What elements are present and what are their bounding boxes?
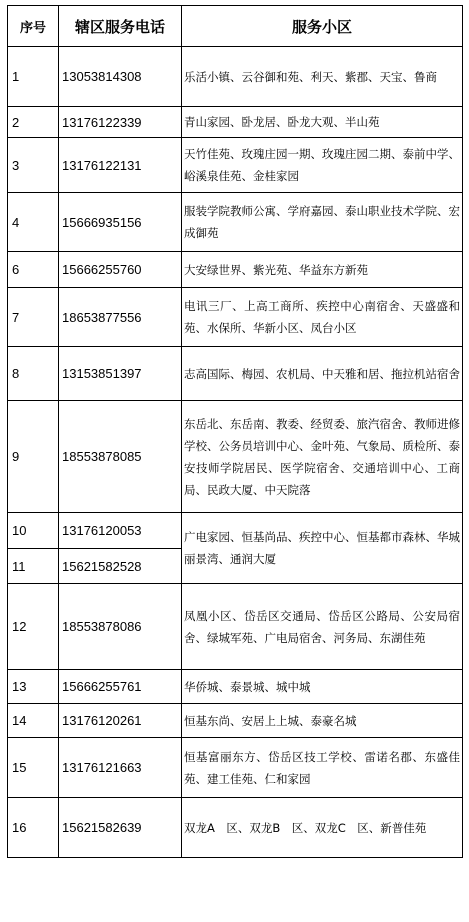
row-no: 16 <box>8 798 59 858</box>
row-phone: 13176122131 <box>59 138 182 193</box>
row-area: 青山家园、卧龙居、卧龙大观、半山苑 <box>182 107 463 138</box>
row-area: 恒基东尚、安居上上城、泰豪名城 <box>182 704 463 738</box>
row-no: 15 <box>8 738 59 798</box>
row-no: 2 <box>8 107 59 138</box>
row-area: 志高国际、梅园、农机局、中天雅和居、拖拉机站宿舍 <box>182 347 463 401</box>
row-phone: 15621582528 <box>59 549 182 584</box>
row-no: 11 <box>8 549 59 584</box>
row-no: 4 <box>8 193 59 252</box>
row-area: 大安绿世界、紫光苑、华益东方新苑 <box>182 252 463 288</box>
table-row <box>8 704 463 738</box>
table-row <box>8 401 463 513</box>
header-phone: 辖区服务电话 <box>59 6 182 47</box>
header-row <box>8 6 463 47</box>
row-area: 恒基富丽东方、岱岳区技工学校、雷诺名郡、东盛佳苑、建工佳苑、仁和家园 <box>182 738 463 798</box>
row-phone: 13176121663 <box>59 738 182 798</box>
table-row <box>8 347 463 401</box>
row-no: 13 <box>8 670 59 704</box>
table-row <box>8 798 463 858</box>
row-phone: 18653877556 <box>59 288 182 347</box>
row-phone: 15621582639 <box>59 798 182 858</box>
table-row <box>8 47 463 107</box>
header-area: 服务小区 <box>182 6 463 47</box>
row-area: 电讯三厂、上高工商所、疾控中心南宿舍、天盛盛和苑、水保所、华新小区、凤台小区 <box>182 288 463 347</box>
row-no: 10 <box>8 513 59 549</box>
row-no: 6 <box>8 252 59 288</box>
row-area: 凤凰小区、岱岳区交通局、岱岳区公路局、公安局宿舍、绿城军苑、广电局宿舍、河务局、东湖佳苑 <box>182 584 463 670</box>
row-phone: 13176120261 <box>59 704 182 738</box>
row-no: 3 <box>8 138 59 193</box>
row-no: 8 <box>8 347 59 401</box>
row-area: 东岳北、东岳南、教委、经贸委、旅汽宿舍、教师进修学校、公务员培训中心、金叶苑、气象局、质检所、泰安技师学院居民、医学院宿舍、交通培训中心、工商局、民政大厦、中天院落 <box>182 401 463 513</box>
header-no: 序号 <box>8 6 59 47</box>
row-phone: 15666255761 <box>59 670 182 704</box>
row-no: 12 <box>8 584 59 670</box>
table-row <box>8 288 463 347</box>
row-phone: 15666255760 <box>59 252 182 288</box>
table-row <box>8 670 463 704</box>
row-no: 14 <box>8 704 59 738</box>
row-phone: 13053814308 <box>59 47 182 107</box>
row-phone: 15666935156 <box>59 193 182 252</box>
row-phone: 18553878086 <box>59 584 182 670</box>
row-area: 天竹佳苑、玫瑰庄园一期、玫瑰庄园二期、泰前中学、峪溪泉佳苑、金桂家园 <box>182 138 463 193</box>
table-row <box>8 193 463 252</box>
table-row <box>8 252 463 288</box>
table-row <box>8 513 463 549</box>
row-no: 7 <box>8 288 59 347</box>
row-area: 服装学院教师公寓、学府嘉园、泰山职业技术学院、宏成御苑 <box>182 193 463 252</box>
row-area: 华侨城、泰景城、城中城 <box>182 670 463 704</box>
row-no: 1 <box>8 47 59 107</box>
row-phone: 18553878085 <box>59 401 182 513</box>
table-row <box>8 107 463 138</box>
row-no: 9 <box>8 401 59 513</box>
table-row <box>8 738 463 798</box>
row-area: 乐活小镇、云谷御和苑、利天、紫郡、天宝、鲁商 <box>182 47 463 107</box>
row-phone: 13176122339 <box>59 107 182 138</box>
row-phone: 13176120053 <box>59 513 182 549</box>
row-area: 双龙A 区、双龙B 区、双龙C 区、新普佳苑 <box>182 798 463 858</box>
row-phone: 13153851397 <box>59 347 182 401</box>
service-table <box>7 5 463 858</box>
table-row <box>8 138 463 193</box>
table-row <box>8 584 463 670</box>
row-area-merged: 广电家园、恒基尚品、疾控中心、恒基都市森林、华城丽景湾、通润大厦 <box>182 513 463 584</box>
